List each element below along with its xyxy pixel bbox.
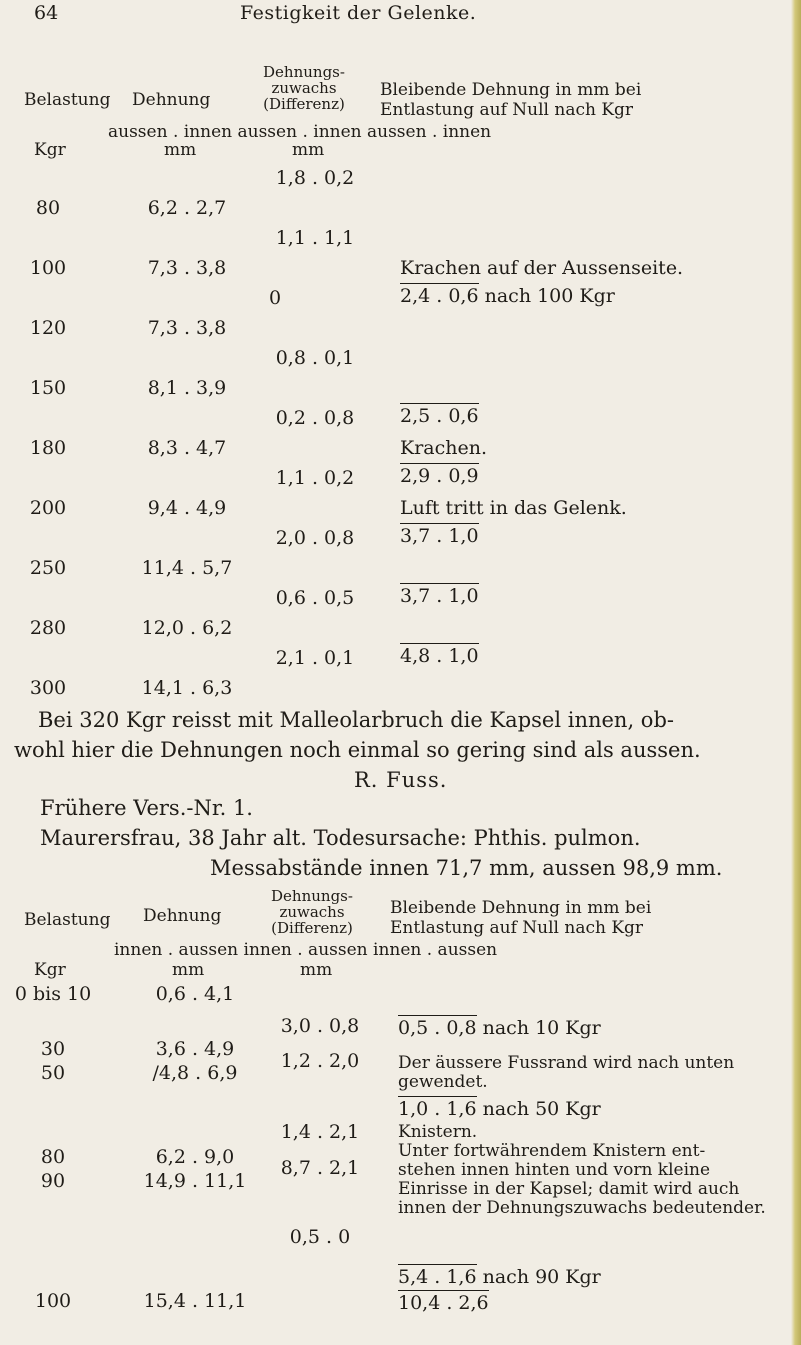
unit-mm: mm xyxy=(164,140,197,160)
load-value: 180 xyxy=(29,437,67,459)
increment-value: 2,1 . 0,1 xyxy=(275,647,355,669)
permanent-entry xyxy=(398,1264,601,1288)
header-increment: Dehnungs- zuwachs (Differenz) xyxy=(271,887,353,937)
remark: Krachen. xyxy=(400,437,488,459)
remark: Der äussere Fussrand wird nach unten gewendet. xyxy=(398,1053,735,1092)
stretch-value: 8,1 . 3,9 xyxy=(147,377,227,399)
header-permanent: Bleibende Dehnung in mm bei Entlastung auf Null nach Kgr xyxy=(380,80,642,120)
increment-value: 1,1 . 0,2 xyxy=(275,467,355,489)
permanent-value: 0,5 . 0,8 xyxy=(398,1017,477,1039)
stretch-value: 9,4 . 4,9 xyxy=(147,497,227,519)
header-permanent: Bleibende Dehnung in mm bei Entlastung auf Null nach Kgr xyxy=(390,898,652,938)
unit-mm: mm xyxy=(172,960,205,980)
permanent-suffix: nach 100 Kgr xyxy=(484,285,615,307)
load-value: 30 xyxy=(40,1038,66,1060)
stretch-value: 8,3 . 4,7 xyxy=(147,437,227,459)
page-edge xyxy=(791,0,801,1345)
header-increment: Dehnungs- zuwachs (Differenz) xyxy=(263,63,345,113)
remark: Unter fortwährendem Knistern ent- stehen innen hinten und vorn kleine Einrisse in der Kapsel; damit wird auch innen der Dehnungszuwachs bedeutender. xyxy=(398,1141,766,1218)
increment-value: 0,2 . 0,8 xyxy=(275,407,355,429)
load-value: 200 xyxy=(29,497,67,519)
permanent-value: 4,8 . 1,0 xyxy=(400,645,479,667)
increment-value: 1,2 . 2,0 xyxy=(280,1050,360,1072)
increment-value: 0,6 . 0,5 xyxy=(275,587,355,609)
paragraph-line: Bei 320 Kgr reisst mit Malleolarbruch die Kapsel innen, ob- xyxy=(38,708,674,732)
load-value: 250 xyxy=(29,557,67,579)
load-value: 100 xyxy=(29,257,67,279)
load-value: 300 xyxy=(29,677,67,699)
remark: Krachen auf der Aussenseite. xyxy=(400,257,684,279)
running-title: Festigkeit der Gelenke. xyxy=(240,2,477,24)
load-value: 100 xyxy=(34,1290,72,1312)
load-value: 80 xyxy=(40,1146,66,1168)
remark: Luft tritt in das Gelenk. xyxy=(400,497,627,519)
previous-test-number: Frühere Vers.-Nr. 1. xyxy=(40,796,253,820)
permanent-value: 2,5 . 0,6 xyxy=(400,405,479,427)
header-load: Belastung xyxy=(24,90,111,110)
unit-kgr: Kgr xyxy=(34,960,66,980)
increment-value: 1,8 . 0,2 xyxy=(275,167,355,189)
load-value: 150 xyxy=(29,377,67,399)
increment-value: 2,0 . 0,8 xyxy=(275,527,355,549)
permanent-value: 3,7 . 1,0 xyxy=(400,525,479,547)
permanent-entry xyxy=(400,283,615,307)
load-value: 80 xyxy=(35,197,61,219)
stretch-value: 6,2 . 2,7 xyxy=(147,197,227,219)
permanent-entry xyxy=(398,1096,601,1120)
case-description: Maurersfrau, 38 Jahr alt. Todesursache: Phthis. pulmon. xyxy=(40,826,641,850)
stretch-value: 14,1 . 6,3 xyxy=(141,677,233,699)
load-value: 280 xyxy=(29,617,67,639)
increment-value: 1,4 . 2,1 xyxy=(280,1121,360,1143)
permanent-suffix: nach 10 Kgr xyxy=(482,1017,601,1039)
subheader: innen . aussen innen . aussen innen . aussen xyxy=(114,940,498,960)
permanent-value: 3,7 . 1,0 xyxy=(400,585,479,607)
permanent-value: 10,4 . 2,6 xyxy=(398,1292,489,1314)
header-load: Belastung xyxy=(24,910,111,930)
unit-mm: mm xyxy=(300,960,333,980)
stretch-value: 6,2 . 9,0 xyxy=(155,1146,235,1168)
page-number: 64 xyxy=(34,2,59,24)
stretch-value: 3,6 . 4,9 xyxy=(155,1038,235,1060)
permanent-suffix: nach 90 Kgr xyxy=(482,1266,601,1288)
permanent-value: 1,0 . 1,6 xyxy=(398,1098,477,1120)
author-signature: R. Fuss. xyxy=(354,768,448,792)
measurement-distances: Messabstände innen 71,7 mm, aussen 98,9 mm. xyxy=(210,856,723,880)
increment-value: 0 xyxy=(269,287,282,309)
load-value: 120 xyxy=(29,317,67,339)
increment-value: 3,0 . 0,8 xyxy=(280,1015,360,1037)
increment-value: 1,1 . 1,1 xyxy=(275,227,355,249)
load-value: 90 xyxy=(40,1170,66,1192)
permanent-suffix: nach 50 Kgr xyxy=(482,1098,601,1120)
stretch-value: 7,3 . 3,8 xyxy=(147,317,227,339)
paragraph-line: wohl hier die Dehnungen noch einmal so gering sind als aussen. xyxy=(14,738,701,762)
stretch-value: 12,0 . 6,2 xyxy=(141,617,233,639)
increment-value: 8,7 . 2,1 xyxy=(280,1157,360,1179)
stretch-value: 7,3 . 3,8 xyxy=(147,257,227,279)
increment-value: 0,5 . 0 xyxy=(289,1226,351,1248)
permanent-value: 2,4 . 0,6 xyxy=(400,285,479,307)
increment-value: 0,8 . 0,1 xyxy=(275,347,355,369)
stretch-value: 11,4 . 5,7 xyxy=(141,557,233,579)
unit-kgr: Kgr xyxy=(34,140,66,160)
remark: Knistern. xyxy=(398,1122,478,1142)
stretch-value: /4,8 . 6,9 xyxy=(152,1062,238,1084)
load-value: 50 xyxy=(40,1062,66,1084)
unit-mm: mm xyxy=(292,140,325,160)
stretch-value: 15,4 . 11,1 xyxy=(143,1290,247,1312)
stretch-value: 14,9 . 11,1 xyxy=(143,1170,247,1192)
permanent-value: 2,9 . 0,9 xyxy=(400,465,479,487)
header-stretch: Dehnung xyxy=(143,906,222,926)
header-stretch: Dehnung xyxy=(132,90,211,110)
permanent-value: 5,4 . 1,6 xyxy=(398,1266,477,1288)
stretch-value: 0,6 . 4,1 xyxy=(155,983,235,1005)
load-value: 0 bis 10 xyxy=(14,983,92,1005)
permanent-entry xyxy=(398,1015,601,1039)
subheader: aussen . innen aussen . innen aussen . innen xyxy=(108,122,492,142)
